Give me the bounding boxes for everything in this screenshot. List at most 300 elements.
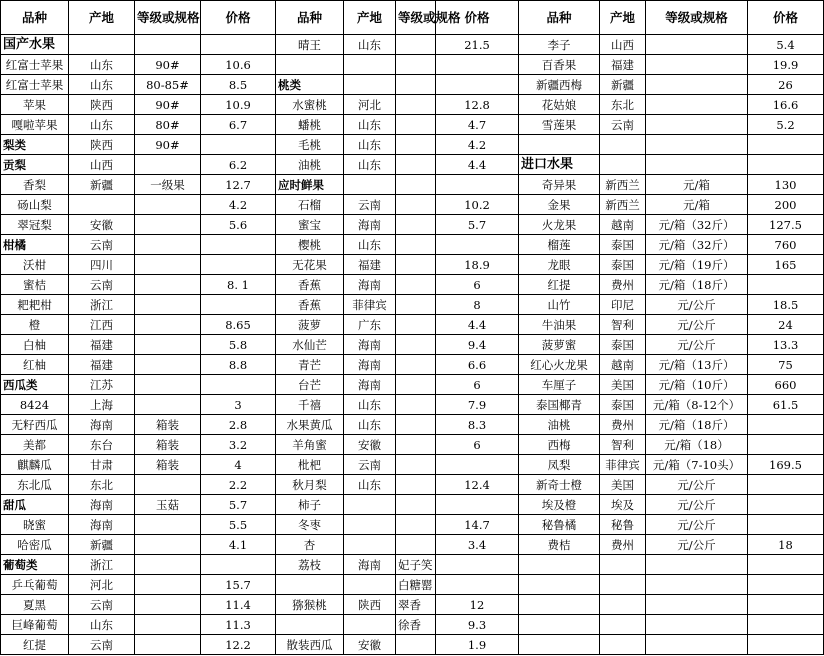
cell-grade: [135, 575, 201, 595]
cell-grade: 元/箱（18斤）: [646, 415, 748, 435]
cell-grade: [396, 335, 436, 355]
cell-origin: 海南: [344, 355, 396, 375]
cell-price: [748, 275, 824, 295]
cell-grade: 元/箱: [646, 195, 748, 215]
cell-origin: 海南: [69, 415, 135, 435]
cell-name: 牛油果: [519, 315, 600, 335]
column-header-origin: 产地: [69, 1, 135, 35]
cell-name: 东北瓜: [1, 475, 69, 495]
cell-price: 6: [436, 275, 519, 295]
cell-name: 青芒: [276, 355, 344, 375]
cell-grade: [396, 475, 436, 495]
cell-name: 红心火龙果: [519, 355, 600, 375]
table-row: [1, 335, 824, 355]
cell-origin: 菲律宾: [344, 295, 396, 315]
cell-origin: 四川: [69, 255, 135, 275]
cell-name: 西梅: [519, 435, 600, 455]
cell-grade: [396, 175, 436, 195]
cell-name: 贡梨: [1, 155, 69, 175]
cell-grade: 元/箱: [646, 175, 748, 195]
cell-name: 百香果: [519, 55, 600, 75]
cell-origin: 陕西: [69, 135, 135, 155]
cell-grade: 箱装: [135, 455, 201, 475]
cell-origin: [344, 615, 396, 635]
table-row: [1, 535, 824, 555]
cell-grade: 妃子笑: [396, 555, 436, 575]
cell-origin: [600, 155, 646, 175]
cell-price: 4.1: [201, 535, 276, 555]
cell-origin: [69, 195, 135, 215]
cell-grade: [135, 355, 201, 375]
cell-origin: [600, 135, 646, 155]
cell-price: 12.4: [436, 475, 519, 495]
table-row: [1, 615, 824, 635]
cell-price: 26: [748, 75, 824, 95]
cell-grade: [396, 275, 436, 295]
cell-name: [519, 615, 600, 635]
cell-grade: 元/箱（8-12个）: [646, 395, 748, 415]
cell-name: 枇杷: [276, 455, 344, 475]
cell-grade: [396, 515, 436, 535]
cell-origin: 新疆: [69, 535, 135, 555]
table-row: [1, 255, 824, 275]
cell-grade: [135, 275, 201, 295]
cell-origin: 印尼: [600, 295, 646, 315]
cell-name: 雪莲果: [519, 115, 600, 135]
cell-name: 红提: [519, 275, 600, 295]
column-header-price: 价格: [436, 1, 519, 35]
cell-price: 18.9: [436, 255, 519, 275]
cell-name: 8424: [1, 395, 69, 415]
cell-price: 75: [748, 355, 824, 375]
cell-name: 台芒: [276, 375, 344, 395]
cell-name: [519, 595, 600, 615]
cell-grade: [135, 555, 201, 575]
cell-grade: [396, 75, 436, 95]
cell-origin: 海南: [344, 215, 396, 235]
cell-name: 无籽西瓜: [1, 415, 69, 435]
cell-origin: 东北: [600, 95, 646, 115]
cell-origin: 安徽: [344, 435, 396, 455]
table-row: [1, 55, 824, 75]
cell-price: 169.5: [748, 455, 824, 475]
cell-grade: 元/公斤: [646, 495, 748, 515]
cell-grade: [396, 395, 436, 415]
cell-price: [436, 55, 519, 75]
cell-grade: [396, 535, 436, 555]
cell-origin: 东北: [69, 475, 135, 495]
cell-name: 耙耙柑: [1, 295, 69, 315]
cell-name: 红富士苹果: [1, 75, 69, 95]
cell-grade: [135, 35, 201, 55]
cell-name: 油桃: [519, 415, 600, 435]
cell-name: 苹果: [1, 95, 69, 115]
cell-origin: 费州: [600, 535, 646, 555]
cell-price: [748, 415, 824, 435]
cell-price: [201, 255, 276, 275]
table-row: [1, 235, 824, 255]
cell-name: 柑橘: [1, 235, 69, 255]
cell-price: 15.7: [201, 575, 276, 595]
cell-origin: [344, 175, 396, 195]
cell-price: 9.3: [436, 615, 519, 635]
cell-price: [748, 135, 824, 155]
cell-grade: [396, 635, 436, 655]
cell-price: 8: [436, 295, 519, 315]
cell-grade: 徐香: [396, 615, 436, 635]
cell-price: [748, 595, 824, 615]
cell-grade: 元/公斤: [646, 515, 748, 535]
column-header-price: 价格: [201, 1, 276, 35]
cell-price: 1.9: [436, 635, 519, 655]
cell-price: [748, 575, 824, 595]
cell-name: 红柚: [1, 355, 69, 375]
cell-origin: 泰国: [600, 395, 646, 415]
table-row: [1, 475, 824, 495]
cell-grade: [135, 615, 201, 635]
cell-price: 19.9: [748, 55, 824, 75]
cell-origin: 山东: [69, 615, 135, 635]
cell-origin: 安徽: [69, 215, 135, 235]
table-row: [1, 555, 824, 575]
cell-name: 国产水果: [1, 35, 69, 55]
cell-price: 8. 1: [201, 275, 276, 295]
cell-origin: 上海: [69, 395, 135, 415]
cell-grade: [646, 55, 748, 75]
cell-grade: [646, 555, 748, 575]
table-row: [1, 195, 824, 215]
cell-price: [748, 615, 824, 635]
cell-name: 榴莲: [519, 235, 600, 255]
cell-price: 16.6: [748, 95, 824, 115]
cell-price: [436, 495, 519, 515]
cell-grade: 元/箱（7-10头）: [646, 455, 748, 475]
cell-price: [748, 495, 824, 515]
cell-grade: 元/箱（19斤）: [646, 255, 748, 275]
cell-grade: [646, 595, 748, 615]
cell-name: 红富士苹果: [1, 55, 69, 75]
cell-name: 石榴: [276, 195, 344, 215]
cell-origin: 云南: [69, 235, 135, 255]
cell-origin: 江西: [69, 315, 135, 335]
cell-price: 18: [748, 535, 824, 555]
cell-grade: [135, 595, 201, 615]
cell-price: 13.3: [748, 335, 824, 355]
cell-grade: 元/箱（18）: [646, 435, 748, 455]
cell-price: 3.4: [436, 535, 519, 555]
cell-price: 3.2: [201, 435, 276, 455]
cell-name: 新疆西梅: [519, 75, 600, 95]
cell-price: 8.5: [201, 75, 276, 95]
cell-grade: [396, 375, 436, 395]
cell-name: 哈密瓜: [1, 535, 69, 555]
cell-origin: 安徽: [344, 635, 396, 655]
cell-name: 秋月梨: [276, 475, 344, 495]
cell-name: 麒麟瓜: [1, 455, 69, 475]
cell-origin: [600, 575, 646, 595]
cell-origin: 美国: [600, 375, 646, 395]
table-row: [1, 515, 824, 535]
cell-origin: 费州: [600, 415, 646, 435]
cell-origin: 浙江: [69, 555, 135, 575]
cell-name: 甜瓜: [1, 495, 69, 515]
cell-grade: 元/箱（18斤）: [646, 275, 748, 295]
cell-price: 200: [748, 195, 824, 215]
cell-grade: [135, 215, 201, 235]
cell-name: [276, 615, 344, 635]
cell-name: 车厘子: [519, 375, 600, 395]
cell-origin: 山东: [344, 415, 396, 435]
column-header-name: 品种: [519, 1, 600, 35]
cell-name: 无花果: [276, 255, 344, 275]
table-row: [1, 135, 824, 155]
table-row: [1, 455, 824, 475]
cell-origin: 智利: [600, 315, 646, 335]
cell-name: 晴王: [276, 35, 344, 55]
cell-grade: 90#: [135, 135, 201, 155]
table-row: [1, 575, 824, 595]
cell-name: 葡萄类: [1, 555, 69, 575]
cell-origin: 菲律宾: [600, 455, 646, 475]
cell-price: 6.6: [436, 355, 519, 375]
cell-grade: 元/箱（32斤）: [646, 235, 748, 255]
cell-origin: [600, 615, 646, 635]
cell-origin: 云南: [344, 455, 396, 475]
cell-name: 羊角蜜: [276, 435, 344, 455]
cell-price: [201, 555, 276, 575]
cell-name: 晓蜜: [1, 515, 69, 535]
cell-grade: [396, 415, 436, 435]
cell-price: 5.7: [436, 215, 519, 235]
cell-grade: 90#: [135, 95, 201, 115]
cell-name: [276, 575, 344, 595]
cell-price: 5.5: [201, 515, 276, 535]
cell-name: 红提: [1, 635, 69, 655]
cell-name: 香蕉: [276, 295, 344, 315]
cell-name: 嘎啦苹果: [1, 115, 69, 135]
cell-grade: [135, 375, 201, 395]
cell-origin: 云南: [69, 275, 135, 295]
cell-grade: [135, 255, 201, 275]
table-row: [1, 115, 824, 135]
cell-origin: 越南: [600, 215, 646, 235]
cell-name: 千禧: [276, 395, 344, 415]
cell-grade: 翠香: [396, 595, 436, 615]
cell-origin: 山东: [69, 115, 135, 135]
cell-price: 14.7: [436, 515, 519, 535]
cell-name: 翠冠梨: [1, 215, 69, 235]
cell-price: 10.9: [201, 95, 276, 115]
cell-grade: [396, 315, 436, 335]
cell-grade: [646, 615, 748, 635]
cell-grade: [646, 575, 748, 595]
cell-grade: [396, 115, 436, 135]
cell-name: 水果黄瓜: [276, 415, 344, 435]
cell-origin: 东台: [69, 435, 135, 455]
cell-name: 埃及橙: [519, 495, 600, 515]
cell-grade: 元/公斤: [646, 295, 748, 315]
cell-name: 火龙果: [519, 215, 600, 235]
table-row: [1, 495, 824, 515]
cell-grade: 元/箱（13斤）: [646, 355, 748, 375]
cell-origin: 智利: [600, 435, 646, 455]
cell-price: 2.8: [201, 415, 276, 435]
cell-grade: [135, 535, 201, 555]
cell-name: 花姑娘: [519, 95, 600, 115]
cell-price: [748, 435, 824, 455]
cell-price: 12: [436, 595, 519, 615]
cell-origin: 山东: [69, 75, 135, 95]
cell-price: 24: [748, 315, 824, 335]
cell-grade: [646, 75, 748, 95]
cell-name: 香蕉: [276, 275, 344, 295]
cell-price: 11.3: [201, 615, 276, 635]
cell-name: 荔枝: [276, 555, 344, 575]
column-header-grade: 等级或规格: [135, 1, 201, 35]
cell-grade: [646, 155, 748, 175]
cell-price: 18.5: [748, 295, 824, 315]
cell-price: 760: [748, 235, 824, 255]
cell-name: 砀山梨: [1, 195, 69, 215]
cell-price: [201, 35, 276, 55]
cell-price: [748, 635, 824, 655]
cell-origin: 山东: [344, 135, 396, 155]
cell-price: [748, 515, 824, 535]
cell-price: [748, 475, 824, 495]
cell-origin: 秘鲁: [600, 515, 646, 535]
table-row: [1, 295, 824, 315]
cell-name: 蜜桔: [1, 275, 69, 295]
cell-name: [519, 555, 600, 575]
cell-price: 11.4: [201, 595, 276, 615]
cell-name: 巨峰葡萄: [1, 615, 69, 635]
table-row: [1, 215, 824, 235]
cell-name: 西瓜类: [1, 375, 69, 395]
cell-grade: [396, 295, 436, 315]
table-row: [1, 315, 824, 335]
table-row: [1, 35, 824, 55]
cell-origin: 海南: [69, 515, 135, 535]
cell-origin: [600, 555, 646, 575]
cell-price: 4.4: [436, 155, 519, 175]
cell-grade: 元/公斤: [646, 535, 748, 555]
cell-name: 桃类: [276, 75, 344, 95]
cell-price: 12.2: [201, 635, 276, 655]
cell-name: 金果: [519, 195, 600, 215]
cell-grade: [135, 475, 201, 495]
cell-price: 5.7: [201, 495, 276, 515]
cell-grade: [396, 155, 436, 175]
cell-grade: [646, 135, 748, 155]
cell-origin: 海南: [344, 275, 396, 295]
cell-price: 8.3: [436, 415, 519, 435]
cell-name: [519, 135, 600, 155]
cell-price: [201, 135, 276, 155]
cell-price: [436, 75, 519, 95]
cell-grade: 一级果: [135, 175, 201, 195]
cell-origin: [69, 35, 135, 55]
cell-name: 樱桃: [276, 235, 344, 255]
cell-origin: 陕西: [344, 595, 396, 615]
cell-grade: [646, 35, 748, 55]
cell-grade: 玉菇: [135, 495, 201, 515]
cell-origin: 山东: [344, 235, 396, 255]
cell-price: [436, 555, 519, 575]
cell-grade: [396, 435, 436, 455]
table-row: [1, 595, 824, 615]
cell-price: [436, 235, 519, 255]
cell-grade: [396, 195, 436, 215]
cell-name: 香梨: [1, 175, 69, 195]
cell-price: [436, 455, 519, 475]
table-row: [1, 75, 824, 95]
cell-origin: 福建: [344, 255, 396, 275]
cell-name: 毛桃: [276, 135, 344, 155]
cell-origin: 山东: [344, 475, 396, 495]
cell-origin: [600, 595, 646, 615]
cell-name: 冬枣: [276, 515, 344, 535]
cell-price: 12.8: [436, 95, 519, 115]
cell-origin: 山东: [344, 115, 396, 135]
cell-grade: [396, 495, 436, 515]
cell-grade: [396, 135, 436, 155]
cell-name: 应时鲜果: [276, 175, 344, 195]
cell-grade: [396, 355, 436, 375]
cell-origin: [344, 75, 396, 95]
cell-grade: [396, 255, 436, 275]
cell-price: 2.2: [201, 475, 276, 495]
cell-price: 21.5: [436, 35, 519, 55]
cell-origin: 福建: [69, 335, 135, 355]
cell-origin: 新西兰: [600, 195, 646, 215]
cell-price: 6.7: [201, 115, 276, 135]
cell-price: 4.2: [436, 135, 519, 155]
cell-origin: 新西兰: [600, 175, 646, 195]
cell-name: 泰国椰青: [519, 395, 600, 415]
cell-price: 5.2: [748, 115, 824, 135]
cell-price: 10.6: [201, 55, 276, 75]
cell-name: [276, 55, 344, 75]
cell-name: 夏黑: [1, 595, 69, 615]
cell-origin: 甘肃: [69, 455, 135, 475]
cell-grade: 80-85#: [135, 75, 201, 95]
cell-price: 6: [436, 435, 519, 455]
cell-origin: 海南: [69, 495, 135, 515]
cell-origin: 福建: [600, 55, 646, 75]
cell-grade: 箱装: [135, 415, 201, 435]
cell-origin: 河北: [344, 95, 396, 115]
cell-origin: [344, 495, 396, 515]
cell-origin: [344, 575, 396, 595]
cell-name: 奇异果: [519, 175, 600, 195]
column-header-name: 品种: [276, 1, 344, 35]
cell-price: 10.2: [436, 195, 519, 215]
cell-origin: 山西: [69, 155, 135, 175]
cell-name: 李子: [519, 35, 600, 55]
cell-grade: [135, 395, 201, 415]
cell-name: 菠萝蜜: [519, 335, 600, 355]
cell-grade: 箱装: [135, 435, 201, 455]
cell-price: [201, 235, 276, 255]
cell-grade: [646, 115, 748, 135]
cell-grade: 80#: [135, 115, 201, 135]
cell-grade: 元/箱（10斤）: [646, 375, 748, 395]
cell-name: 蜜宝: [276, 215, 344, 235]
cell-price: 8.65: [201, 315, 276, 335]
cell-grade: 元/公斤: [646, 315, 748, 335]
cell-price: 660: [748, 375, 824, 395]
cell-name: 蟠桃: [276, 115, 344, 135]
